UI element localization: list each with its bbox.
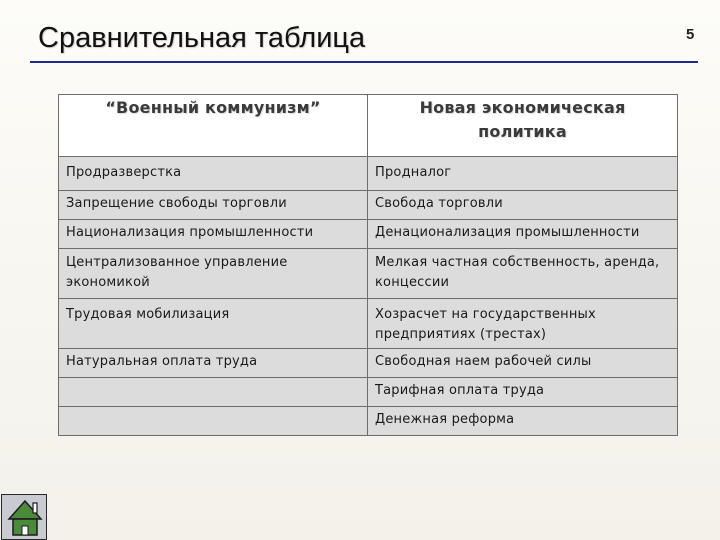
table-cell-right: Свобода торговли (368, 191, 678, 220)
slide-title: Сравнительная таблица (38, 22, 366, 54)
table-cell-right: Продналог (368, 157, 678, 191)
table-cell-right: Свободная наем рабочей силы (368, 349, 678, 378)
table-row (59, 249, 678, 299)
table-cell-right: Хозрасчет на государственных предприятиях (трестах) (368, 299, 678, 349)
table-cell-left: Трудовая мобилизация (59, 299, 368, 349)
table-row (59, 349, 678, 378)
table-row (59, 220, 678, 249)
table-cell-left: Национализация промышленности (59, 220, 368, 249)
slide-number: 5 (686, 26, 695, 43)
table-cell-right: Денежная реформа (368, 407, 678, 436)
table-cell-left: Централизованное управление экономикой (59, 249, 368, 299)
table-cell-right: Денационализация промышленности (368, 220, 678, 249)
table-cell-left: Продразверстка (59, 157, 368, 191)
home-icon (7, 499, 43, 537)
table-cell-left-empty (59, 378, 368, 407)
title-underline (30, 61, 698, 63)
table-row (59, 157, 678, 191)
table-row (59, 299, 678, 349)
table-row (59, 378, 678, 407)
table-cell-left-empty (59, 407, 368, 436)
table-row (59, 407, 678, 436)
table-cell-left: Запрещение свободы торговли (59, 191, 368, 220)
header-war-communism: “Военный коммунизм” (59, 95, 368, 157)
home-button[interactable] (1, 494, 47, 540)
comparison-table (58, 94, 678, 436)
table-cell-left: Натуральная оплата труда (59, 349, 368, 378)
table-row (59, 191, 678, 220)
table-cell-right: Тарифная оплата труда (368, 378, 678, 407)
header-nep: Новая экономическая политика (368, 95, 678, 157)
table-cell-right: Мелкая частная собственность, аренда, концессии (368, 249, 678, 299)
